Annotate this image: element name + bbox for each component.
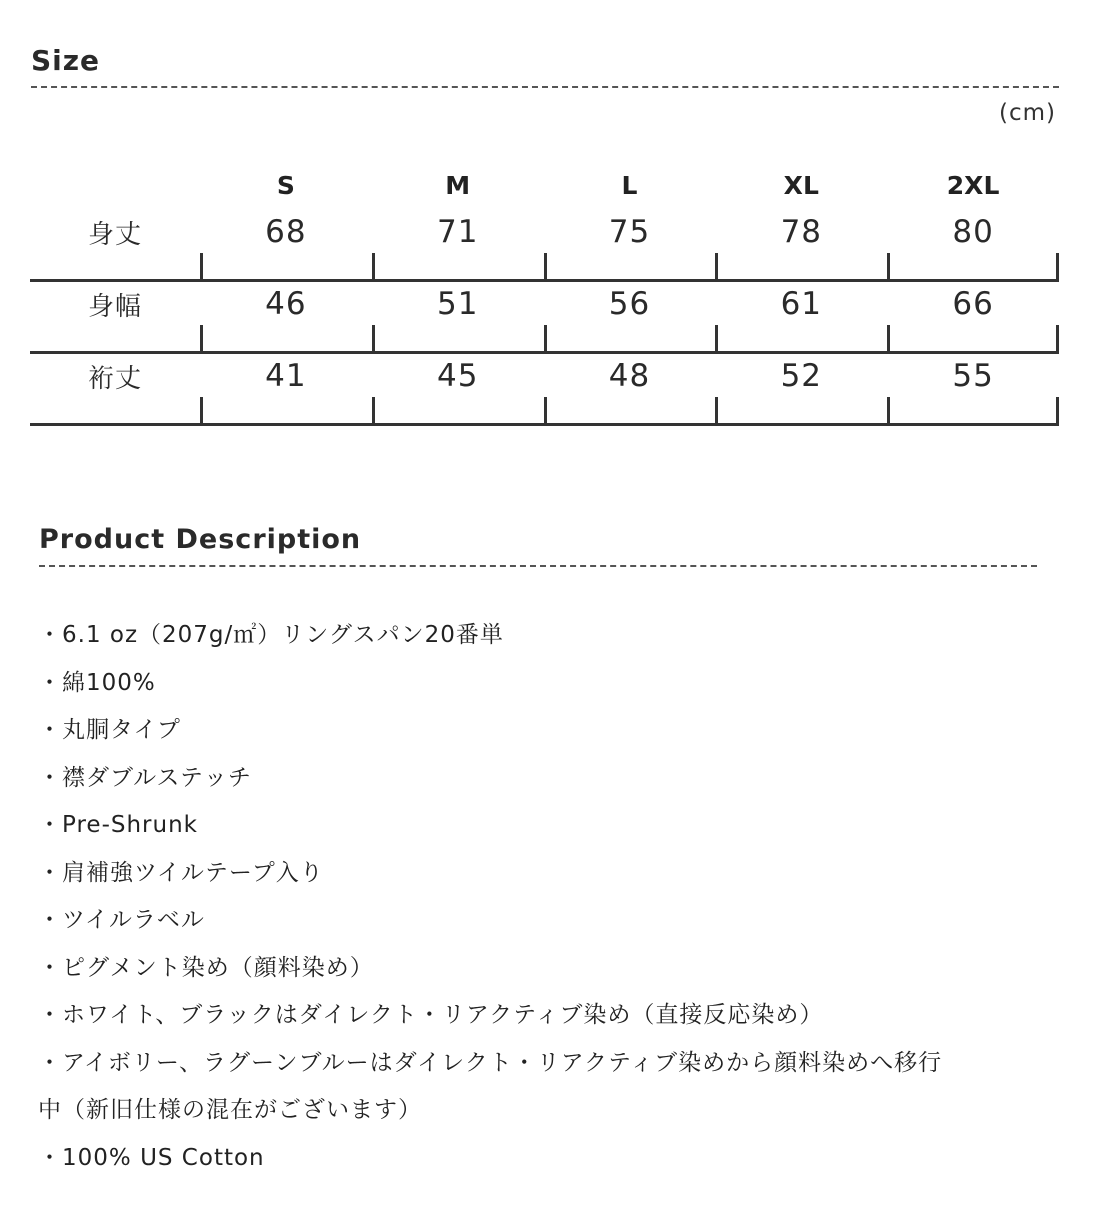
cell-divider: [544, 253, 547, 279]
table-cell: [715, 282, 887, 354]
table-cell: [544, 282, 716, 354]
cell-divider: [200, 325, 203, 351]
cell-divider: [200, 397, 203, 423]
table-cell: [200, 354, 372, 426]
cell-value: 66: [952, 286, 994, 322]
description-line: ・丸胴タイプ: [38, 717, 181, 743]
cell-divider: [887, 397, 890, 423]
description-line: ・綿100%: [38, 669, 156, 696]
column-header: L: [621, 170, 638, 200]
cell-divider: [715, 253, 718, 279]
cell-divider: [715, 325, 718, 351]
row-label: 身丈: [87, 220, 142, 250]
cell-value: 51: [436, 286, 479, 322]
description-title: Product Description: [39, 524, 362, 555]
table-cell: [715, 210, 887, 282]
unit-label: (cm): [999, 100, 1056, 126]
table-cell: [372, 210, 544, 282]
row-label-cell: [30, 210, 200, 282]
table-cell: [887, 354, 1059, 426]
cell-divider: [1056, 253, 1059, 279]
description-line: ・肩補強ツイルテープ入り: [38, 859, 324, 886]
cell-divider: [1056, 397, 1059, 423]
cell-value: 46: [265, 286, 307, 322]
table-cell: [544, 210, 716, 282]
description-line: ・6.1 oz（207g/㎡）リングスパン20番単: [38, 622, 504, 648]
description-line: ・ホワイト、ブラックはダイレクト・リアクティブ染め（直接反応染め）: [38, 1002, 824, 1028]
cell-divider: [372, 253, 375, 279]
header-empty: [30, 160, 200, 210]
column-header: 2XL: [946, 170, 1000, 200]
cell-divider: [1056, 325, 1059, 351]
table-cell: [200, 210, 372, 282]
row-label-cell: [30, 282, 200, 354]
description-list: [38, 612, 1048, 1182]
row-label: 裄丈: [87, 364, 142, 394]
cell-divider: [887, 325, 890, 351]
row-label-cell: [30, 354, 200, 426]
cell-divider: [372, 325, 375, 351]
description-line: ・Pre-Shrunk: [38, 812, 198, 838]
cell-value: 80: [952, 214, 994, 250]
column-header: M: [445, 170, 471, 200]
cell-divider: [887, 253, 890, 279]
table-cell: [887, 210, 1059, 282]
description-line: ・襟ダブルステッチ: [38, 764, 252, 791]
description-divider: [39, 565, 1037, 567]
table-cell: [200, 282, 372, 354]
cell-value: 75: [608, 214, 651, 250]
cell-value: 78: [780, 214, 823, 250]
description-line: ・アイボリー、ラグーンブルーはダイレクト・リアクティブ染めから顔料染めへ移行: [38, 1049, 943, 1076]
cell-value: 41: [265, 358, 307, 394]
description-line: ・100% US Cotton: [38, 1144, 265, 1171]
column-header: S: [276, 170, 295, 200]
table-cell: [544, 354, 716, 426]
cell-value: 55: [952, 358, 994, 394]
table-cell: [715, 354, 887, 426]
description-line: ・ピグメント染め（顔料染め）: [38, 954, 374, 981]
cell-divider: [715, 397, 718, 423]
cell-value: 52: [780, 358, 823, 394]
description-line: 中（新旧仕様の混在がございます）: [38, 1097, 422, 1123]
cell-divider: [372, 397, 375, 423]
cell-divider: [544, 325, 547, 351]
cell-divider: [544, 397, 547, 423]
cell-value: 48: [608, 358, 651, 394]
table-cell: [372, 354, 544, 426]
size-table: [30, 160, 1059, 426]
cell-value: 56: [608, 286, 651, 322]
cell-value: 71: [436, 214, 479, 250]
size-title: Size: [31, 44, 101, 77]
cell-value: 45: [436, 358, 479, 394]
description-line: ・ツイルラベル: [38, 907, 205, 933]
cell-divider: [200, 253, 203, 279]
row-label: 身幅: [87, 292, 142, 322]
size-divider: [31, 86, 1059, 88]
table-cell: [372, 282, 544, 354]
table-cell: [887, 282, 1059, 354]
column-header: XL: [783, 170, 819, 200]
cell-value: 68: [265, 214, 307, 250]
cell-value: 61: [780, 286, 823, 322]
